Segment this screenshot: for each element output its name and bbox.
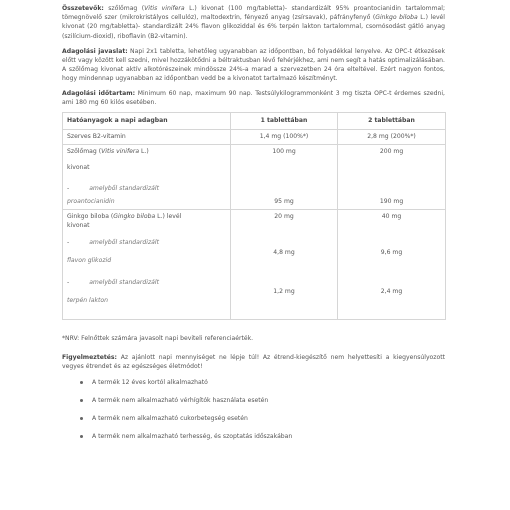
row-ginkgo-v2: 40 mg 9,6 mg 2,4 mg [338,209,446,319]
warning-text: Az ajánlott napi mennyiséget ne lépje túl! Az étrend-kiegészítő nem helyettesíti a kiegyensúlyozott vegyes étrendet és az egészséges életmódot! [62,354,445,371]
row-grape-v1: 100 mg 95 mg [231,145,338,210]
row-b2-v2: 2,8 mg (200%*) [338,130,446,145]
list-item: A termék nem alkalmazható vérhígítók használata esetén [62,396,445,414]
ingredients-text-3: L.) levél kivonat (20 mg/tabletta)- standardizált 24% flavon glikoziddal és 6% terpén lakton tartalommal, csomósodást gátló anyag (szilícium-dioxid), riboflavin (B2-vitamin). [62,14,445,40]
header-one-tablet: 1 tablettában [231,113,338,130]
list-item: A termék nem alkalmazható cukorbetegség esetén [62,414,445,432]
nutrition-table [62,112,446,320]
table-header-row [63,113,446,130]
warning-label: Figyelmeztetés: [62,354,117,362]
bullet-icon [80,417,83,420]
table-row [63,130,446,145]
header-two-tablets: 2 tablettában [338,113,446,130]
row-ginkgo-v1: 20 mg 4,8 mg 1,2 mg [231,209,338,319]
table-row [63,209,446,319]
nrv-note: *NRV: Felnőttek számára javasolt napi beviteli referenciaérték. [62,335,254,343]
row-b2-name: Szerves B2-vitamin [63,130,231,145]
row-grape-v2: 200 mg 190 mg [338,145,446,210]
ginkgo-latin-name: Ginkgo biloba [375,14,418,22]
table-row [63,145,446,210]
row-b2-v1: 1,4 mg (100%*) [231,130,338,145]
bullet-icon [80,435,83,438]
bullet-icon [80,381,83,384]
ingredients-paragraph [62,4,445,41]
dosage-label: Adagolási javaslat: [62,47,128,55]
ingredients-text-1: szőlőmag ( [103,5,145,12]
ginkgo-sub1-line: - amelyből standardizált [67,239,159,247]
duration-label: Adagolási időtartam: [62,89,136,97]
product-info [62,4,445,450]
notes-list [62,378,445,450]
warning-paragraph [62,353,445,371]
row-grape-name: Szőlőmag (Vitis vinifera L.) kivonat - amelyből standardizált proantocianidin [63,145,231,210]
ingredients-label: Összetevők: [62,5,104,12]
bullet-icon [80,399,83,402]
vitis-latin-name: Vitis vinifera [144,5,185,12]
list-item: A termék 12 éves kortól alkalmazható [62,378,445,396]
duration-paragraph [62,89,445,107]
duration-text: Minimum 60 nap, maximum 90 nap. Testsúlykilogrammonként 3 mg tiszta OPC-t érdemes szedni, ami 180 mg 60 kilós esetében. [62,89,445,106]
dosage-text: Napi 2x1 tabletta, lehetőleg ugyanabban az időpontban, bő folyadékkal lenyelve. Az OPC-t étkezések előtt vagy között kell szedni, mivel hozzákötődni a béltraktusban lévő fehérjékhez, ami nem segít a hatás optimalizálásában. A szőlőmag kivonat aktív alkotórészeinek mindössze 24%-a marad a szervezetben 24 óra elteltével. Ezért nagyon fontos, hogy mindennap ugyanabban az időpontban vedd be a kivonatot tartalmazó készítményt. [62,47,446,83]
grape-sub-line: - amelyből standardizált [67,185,159,193]
list-item: A termék nem alkalmazható terhesség, és szoptatás időszakában [62,432,445,450]
header-ingredients: Hatóanyagok a napi adagban [63,113,231,130]
row-ginkgo-name: Ginkgo biloba (Gingko biloba L.) levél kivonat - amelyből standardizált flavon glikozid - amelyből standardizált terpén lakton [63,209,231,319]
dosage-paragraph [62,47,445,84]
ginkgo-sub2-line: - amelyből standardizált [67,278,159,286]
ingredients-text-2: L.) kivonat (100 mg/tabletta)- standardizált 95% proantocianidin tartalommal; tömegnövelő szer (mikrokristályos cellulóz), maltodextrin, fényező anyag (zsírsavak), páfrányfenyő ( [62,5,445,22]
